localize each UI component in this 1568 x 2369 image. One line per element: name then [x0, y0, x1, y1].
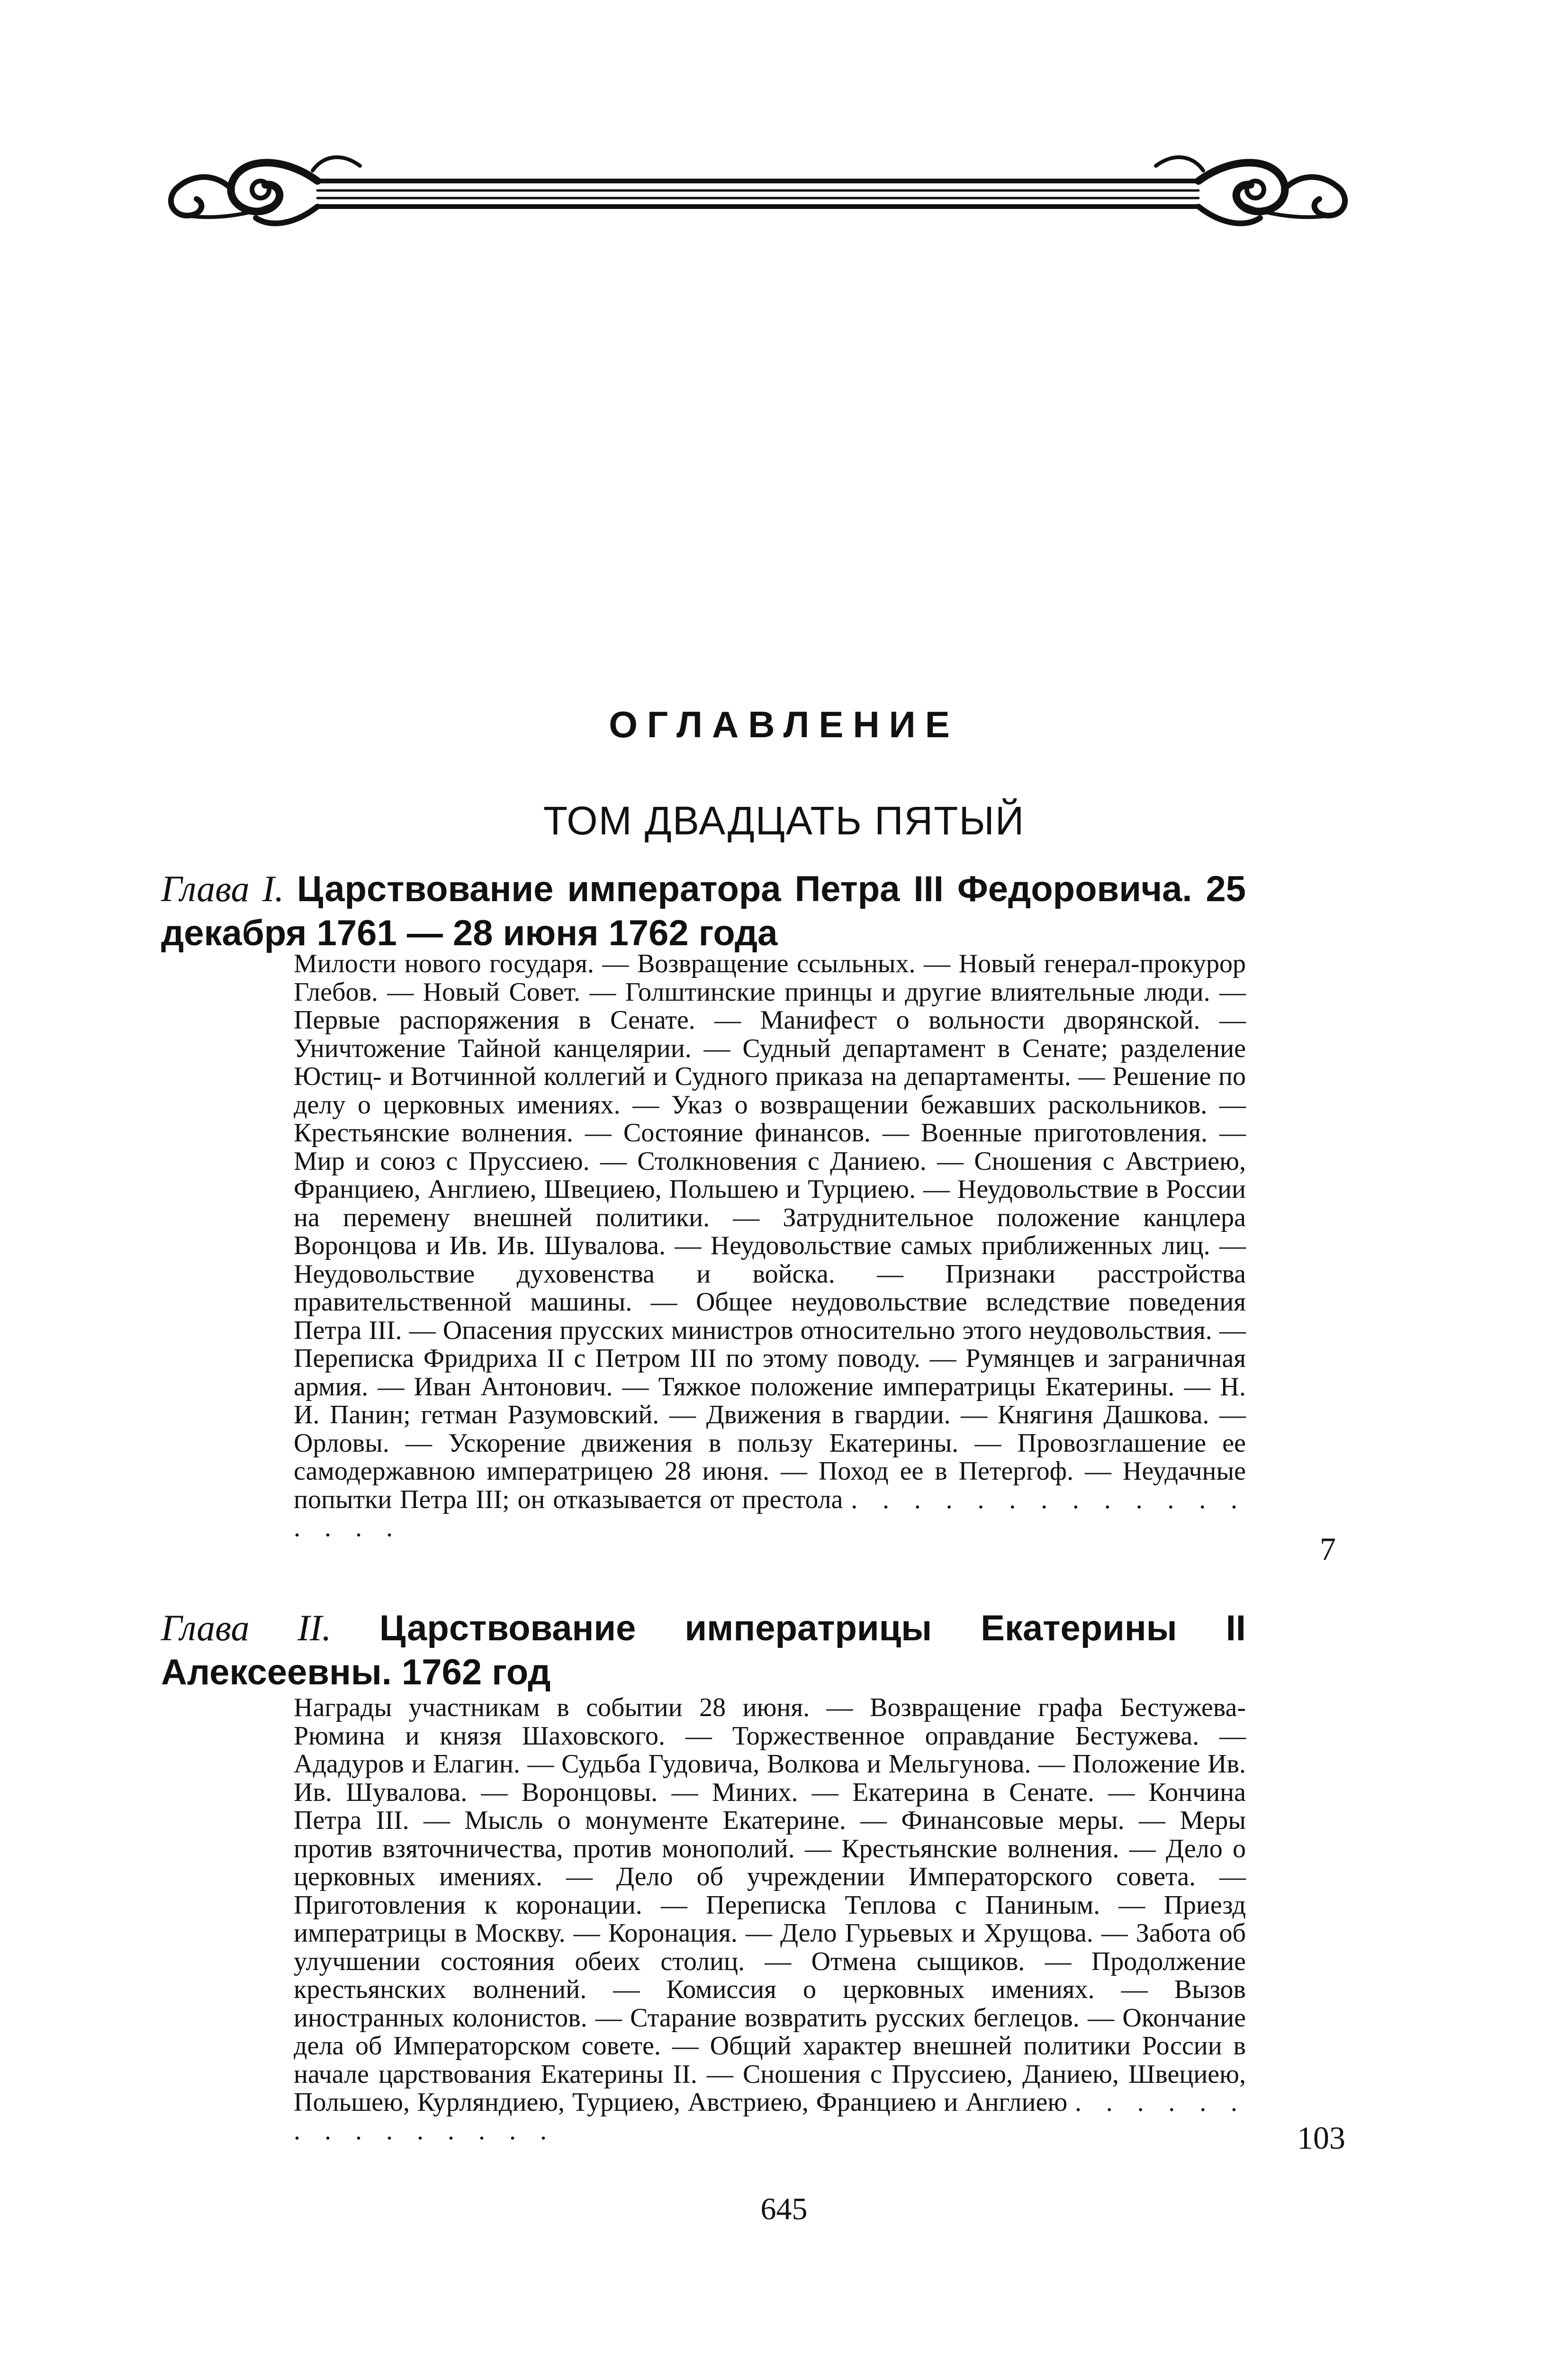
chapter-2-dot-leaders: . . . . . . . . . . . . . . .	[294, 2088, 1246, 2145]
chapter-1-summary	[294, 950, 1246, 1542]
volume-title: ТОМ ДВАДЦАТЬ ПЯТЫЙ	[543, 798, 1025, 843]
chapter-1-dot-leaders: . . . . . . . . . . . . . . . . .	[294, 1484, 1246, 1542]
chapter-1-summary-text: Милости нового государя. — Возвращение ссыльных. — Новый генерал-прокурор Глебов. — Новый Совет. — Голштинские принцы и другие влиятельные люди. — Первые распоряжения в Сенате. — Манифест о вольности дворянской. — Уничтожение Тайной канцелярии. — Судный департамент в Сенате; разделение Юстиц- и Вотчинной коллегий и Судного приказа на департаменты. — Решение по делу о церковных имениях. — Указ о возвращении бежавших раскольников. — Крестьянские волнения. — Состояние финансов. — Военные приготовления. — Мир и союз с Пруссиею. — Столкновения с Даниею. — Сношения с Австриею, Франциею, Англиею, Швециею, Польшею и Турциею. — Неудовольствие в России на перемену внешней политики. — Затруднительное положение канцлера Воронцова и Ив. Ив. Шувалова. — Неудовольствие самых приближенных лиц. — Неудовольствие духовенства и войска. — Признаки расстройства правительственной машины. — Общее неудовольствие вследствие поведения Петра III. — Опасения прусских министров относительно этого неудовольствия. — Переписка Фридриха II с Петром III по этому поводу. — Румянцев и заграничная армия. — Иван Антонович. — Тяжкое положение императрицы Екатерины. — Н. И. Панин; гетман Разумовский. — Движения в гвардии. — Княгиня Дашкова. — Орловы. — Ускорение движения в пользу Екатерины. — Провозглашение ее самодержавною императрицею 28 июня. — Поход ее в Петергоф. — Неудачные попытки Петра III; он отказывается от престола	[294, 949, 1246, 1514]
page-folio-number: 645	[760, 2192, 808, 2226]
chapter-2-number: Глава II.	[161, 1607, 332, 1648]
chapter-2-heading	[161, 1606, 1246, 1694]
decorative-headpiece-ornament	[161, 137, 1355, 242]
chapter-2-summary-text: Награды участникам в событии 28 июня. — Возвращение графа Бестужева-Рюмина и князя Шаховского. — Торжественное оправдание Бестужева. — Ададуров и Елагин. — Судьба Гудовича, Волкова и Мельгунова. — Положение Ив. Ив. Шувалова. — Воронцовы. — Миних. — Екатерина в Сенате. — Кончина Петра III. — Мысль о монументе Екатерине. — Финансовые меры. — Меры против взяточничества, против монополий. — Крестьянские волнения. — Дело о церковных имениях. — Дело об учреждении Императорского совета. — Приготовления к коронации. — Переписка Теплова с Паниным. — Приезд императрицы в Москву. — Коронация. — Дело Гурьевых и Хрущова. — Забота об улучшении состояния обеих столиц. — Отмена сыщиков. — Продолжение крестьянских волнений. — Комиссия о церковных имениях. — Вызов иностранных колонистов. — Старание возвратить русских беглецов. — Окончание дела об Императорском совете. — Общий характер внешней политики России в начале царствования Екатерины II. — Сношения с Пруссиею, Даниею, Швециею, Польшею, Курляндиею, Турциею, Австриею, Франциею и Англиею	[294, 1693, 1246, 2117]
chapter-1-page-number: 7	[1320, 1531, 1336, 1567]
chapter-1-number: Глава I.	[161, 868, 284, 909]
chapter-2-page-number: 103	[1297, 2120, 1345, 2156]
chapter-2-title: Царствование императрицы Екатерины II Алексеевны. 1762 год	[161, 1608, 1246, 1692]
chapter-1-heading	[161, 867, 1246, 955]
chapter-1-title: Царствование императора Петра III Федоровича. 25 декабря 1761 — 28 июня 1762 года	[161, 869, 1246, 953]
table-of-contents-title: ОГЛАВЛЕНИЕ	[609, 704, 959, 745]
chapter-2-summary	[294, 1694, 1246, 2145]
